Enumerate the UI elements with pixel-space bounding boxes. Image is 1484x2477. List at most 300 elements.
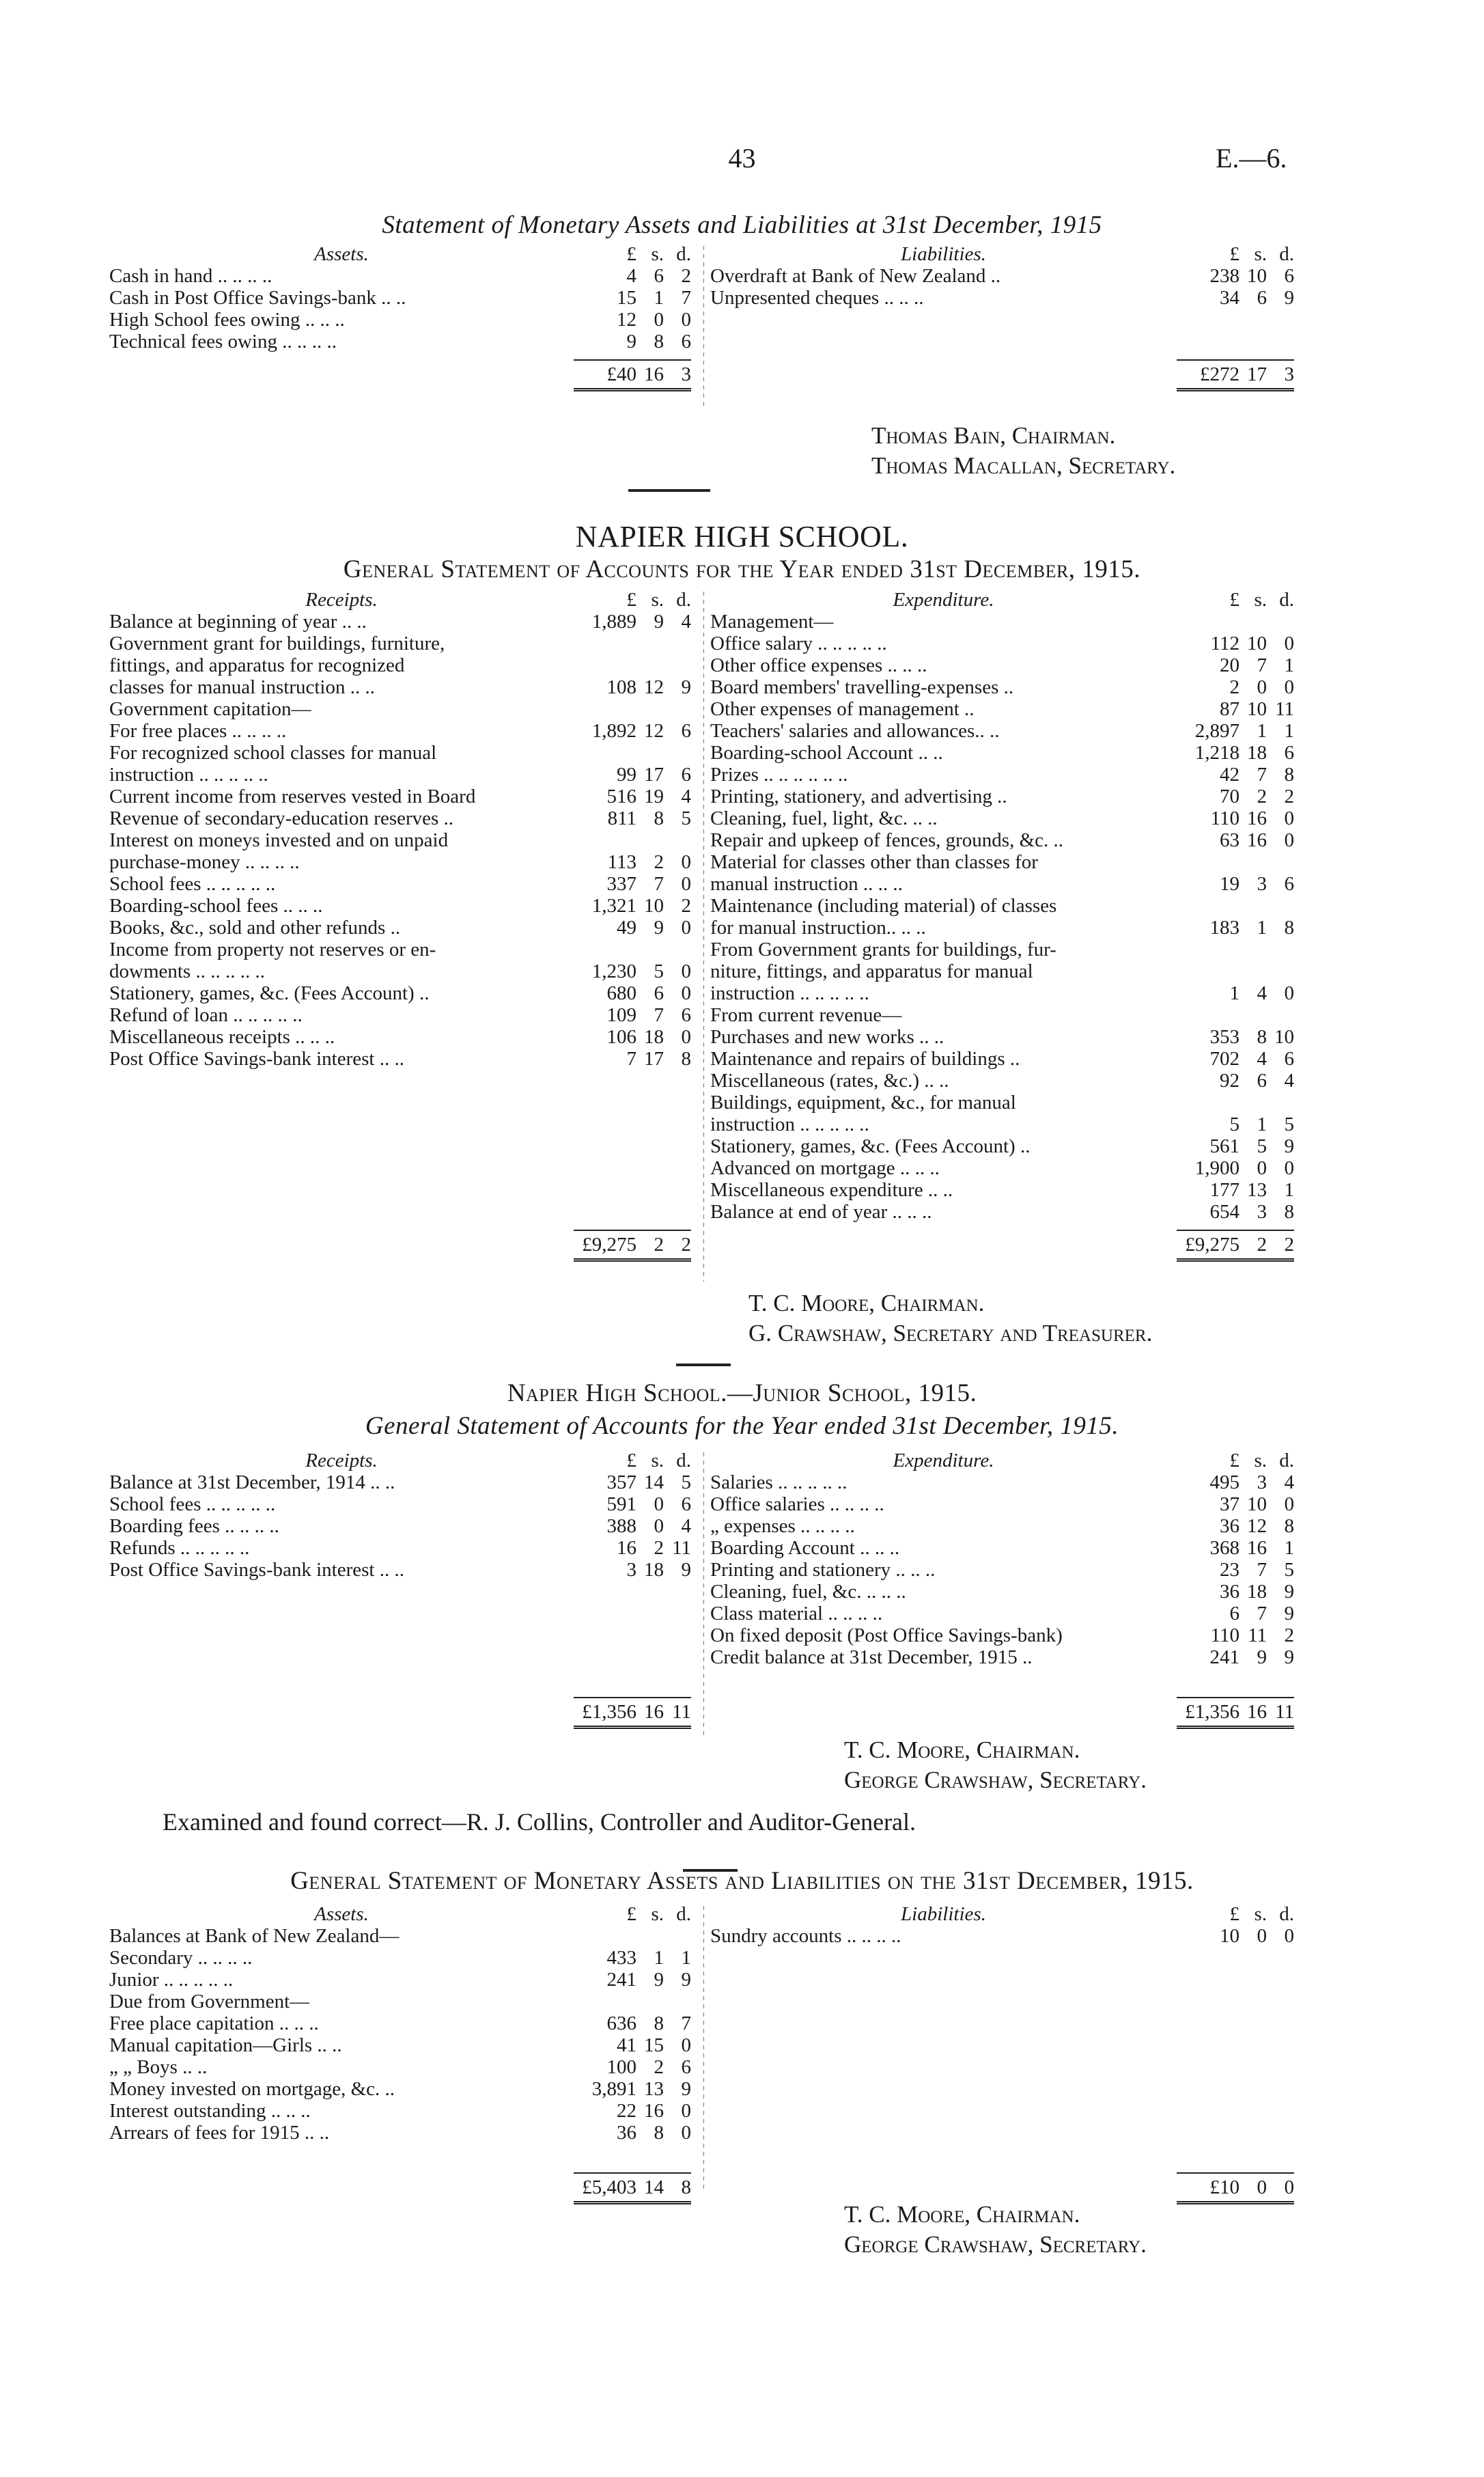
- shillings-value: 12: [644, 676, 664, 698]
- row-label: Balance at beginning of year .. ..: [109, 611, 367, 633]
- shillings-value: 16: [1247, 829, 1267, 851]
- table-row: [109, 829, 691, 851]
- blank-row: [109, 1603, 691, 1624]
- pence-value: 11: [1275, 698, 1294, 720]
- row-label: Arrears of fees for 1915 .. ..: [109, 2122, 330, 2144]
- currency-unit: £: [626, 589, 636, 611]
- row-amount: [574, 287, 691, 309]
- table-row: [109, 742, 691, 764]
- pounds-value: 1: [1229, 982, 1240, 1004]
- row-label: Cash in hand .. .. .. ..: [109, 265, 272, 287]
- shillings-value: 18: [1247, 1581, 1267, 1603]
- pence-value: 8: [681, 1048, 691, 1070]
- pence-value: 7: [681, 287, 691, 309]
- row-amount: [1177, 1048, 1294, 1070]
- row-label: purchase-money .. .. .. ..: [109, 851, 300, 873]
- row-label: Manual capitation—Girls .. ..: [109, 2034, 342, 2056]
- pounds-value: 183: [1209, 917, 1240, 939]
- shillings-value: 8: [654, 331, 664, 352]
- total-pounds: £1,356: [1185, 1701, 1240, 1723]
- row-amount: [574, 1048, 691, 1070]
- table-row: [109, 786, 691, 807]
- table-row: [109, 2034, 691, 2056]
- total-amount: [1177, 1697, 1294, 1729]
- shillings-value: 7: [1257, 1559, 1267, 1581]
- currency-unit: £: [626, 1903, 636, 1925]
- table-row: [710, 873, 1294, 895]
- pence-value: 4: [681, 786, 691, 807]
- total-shillings: 14: [644, 2176, 664, 2198]
- pounds-value: 1,218: [1194, 742, 1240, 764]
- row-amount: [1177, 1471, 1294, 1493]
- row-amount: [574, 829, 691, 851]
- row-label: Buildings, equipment, &c., for manual: [710, 1092, 1016, 1113]
- table-row: [710, 1515, 1294, 1537]
- row-label: From current revenue—: [710, 1004, 902, 1026]
- table-row: [109, 807, 691, 829]
- total-row: [109, 1697, 691, 1724]
- currency-units-header: [1177, 589, 1294, 611]
- pounds-value: 654: [1209, 1201, 1240, 1223]
- pence-value: 6: [681, 1493, 691, 1515]
- total-row: [109, 359, 691, 387]
- table-row: [710, 1603, 1294, 1624]
- total-shillings: 17: [1247, 363, 1267, 385]
- column-divider: [703, 1906, 704, 2193]
- shillings-value: 18: [644, 1559, 664, 1581]
- table-row: [710, 742, 1294, 764]
- row-amount: [574, 2100, 691, 2122]
- pounds-value: 4: [626, 265, 636, 287]
- pounds-value: 70: [1220, 786, 1240, 807]
- shillings-value: 3: [1257, 873, 1267, 895]
- row-amount: [574, 917, 691, 939]
- chairman-signature: Thomas Bain, Chairman.: [871, 422, 1116, 449]
- blank-row: [109, 1646, 691, 1668]
- blank-row: [109, 1179, 691, 1201]
- shillings-value: 3: [1257, 1201, 1267, 1223]
- row-label: Office salaries .. .. .. ..: [710, 1493, 884, 1515]
- table-row: [710, 265, 1294, 287]
- shillings-value: 2: [654, 2056, 664, 2078]
- section-divider: [628, 489, 710, 492]
- row-label: Post Office Savings-bank interest .. ..: [109, 1048, 404, 1070]
- shillings-value: 7: [1257, 1603, 1267, 1624]
- column-divider: [703, 1452, 704, 1739]
- row-label: Cash in Post Office Savings-bank .. ..: [109, 287, 406, 309]
- row-label: Material for classes other than classes for: [710, 851, 1038, 873]
- shillings-value: 13: [1247, 1179, 1267, 1201]
- table-row: [710, 287, 1294, 309]
- pence-value: 9: [1284, 1135, 1294, 1157]
- total-pence: 3: [1284, 363, 1294, 385]
- page-number: 43: [728, 143, 756, 174]
- row-amount: [574, 895, 691, 917]
- row-label: Boarding fees .. .. .. ..: [109, 1515, 279, 1537]
- pence-value: 4: [681, 1515, 691, 1537]
- total-pence: 3: [681, 363, 691, 385]
- table-row: [710, 982, 1294, 1004]
- row-amount: [1177, 873, 1294, 895]
- table-row: [109, 1493, 691, 1515]
- shillings-value: 10: [1247, 1493, 1267, 1515]
- pence-value: 6: [681, 1004, 691, 1026]
- pounds-value: 16: [617, 1537, 636, 1559]
- column-heading: Receipts.: [305, 1450, 378, 1471]
- shillings-value: 16: [1247, 1537, 1267, 1559]
- shillings-value: 7: [1257, 654, 1267, 676]
- pence-value: 9: [1284, 1581, 1294, 1603]
- table-row: [109, 960, 691, 982]
- row-label: Prizes .. .. .. .. .. ..: [710, 764, 848, 786]
- table-row: [109, 895, 691, 917]
- table-row: [109, 287, 691, 309]
- total-amount: [1177, 1230, 1294, 1262]
- pence-value: 6: [1284, 873, 1294, 895]
- row-label: Miscellaneous receipts .. .. ..: [109, 1026, 335, 1048]
- pence-value: 8: [1284, 917, 1294, 939]
- table-row: [109, 1969, 691, 1991]
- column-heading: Expenditure.: [893, 1450, 994, 1471]
- column-divider: [703, 246, 704, 406]
- section2-receipts-table: [109, 589, 691, 1257]
- total-amount: [1177, 359, 1294, 391]
- currency-unit: s.: [1254, 1903, 1267, 1925]
- shillings-value: 9: [654, 1969, 664, 1991]
- pence-value: 9: [681, 1969, 691, 1991]
- table-row: [710, 764, 1294, 786]
- table-row: [710, 939, 1294, 960]
- pounds-value: 1,892: [591, 720, 636, 742]
- row-amount: [1177, 786, 1294, 807]
- row-amount: [574, 698, 691, 720]
- currency-unit: s.: [651, 1450, 664, 1471]
- total-row: [710, 1697, 1294, 1724]
- row-amount: [1177, 265, 1294, 287]
- row-amount: [1177, 1070, 1294, 1092]
- shillings-value: 18: [1247, 742, 1267, 764]
- pounds-value: 433: [606, 1947, 636, 1969]
- table-row: [109, 1515, 691, 1537]
- chairman-signature: T. C. Moore, Chairman.: [844, 1736, 1080, 1763]
- pounds-value: 15: [617, 287, 636, 309]
- pounds-value: 177: [1209, 1179, 1240, 1201]
- total-pounds: £9,275: [1185, 1234, 1240, 1256]
- pence-value: 0: [681, 309, 691, 331]
- column-heading: Liabilities.: [901, 1903, 986, 1925]
- row-label: From Government grants for buildings, fur-: [710, 939, 1056, 960]
- table-row: [710, 1646, 1294, 1668]
- table-row: [109, 1537, 691, 1559]
- shillings-value: 8: [1257, 1026, 1267, 1048]
- blank-row: [710, 1947, 1294, 1969]
- row-label: Maintenance and repairs of buildings ..: [710, 1048, 1020, 1070]
- currency-units-header: [574, 243, 691, 265]
- table-row: [109, 1947, 691, 1969]
- row-label: instruction .. .. .. .. ..: [710, 1113, 869, 1135]
- row-amount: [1177, 698, 1294, 720]
- total-amount: [574, 2172, 691, 2204]
- table-row: [710, 1201, 1294, 1223]
- table-row: [710, 1157, 1294, 1179]
- shillings-value: 2: [654, 1537, 664, 1559]
- row-amount: [1177, 1537, 1294, 1559]
- section1-signatures: [871, 421, 1175, 481]
- table-row: [109, 2100, 691, 2122]
- row-label: instruction .. .. .. .. ..: [710, 982, 869, 1004]
- pence-value: 0: [1284, 807, 1294, 829]
- pounds-value: 7: [626, 1048, 636, 1070]
- row-label: Other office expenses .. .. ..: [710, 654, 927, 676]
- total-amount: [1177, 2172, 1294, 2204]
- shillings-value: 1: [654, 1947, 664, 1969]
- table-row: [710, 1113, 1294, 1135]
- column-heading: Liabilities.: [901, 243, 986, 265]
- pounds-value: 3: [626, 1559, 636, 1581]
- row-amount: [574, 1991, 691, 2012]
- shillings-value: 7: [1257, 764, 1267, 786]
- currency-unit: s.: [1254, 1450, 1267, 1471]
- currency-unit: £: [1229, 243, 1240, 265]
- shillings-value: 8: [654, 2122, 664, 2144]
- row-amount: [1177, 851, 1294, 873]
- pounds-value: 34: [1220, 287, 1240, 309]
- row-label: Purchases and new works .. ..: [710, 1026, 944, 1048]
- table-row: [710, 1070, 1294, 1092]
- row-label: Due from Government—: [109, 1991, 310, 2012]
- section1-liabilities-table: [710, 243, 1294, 387]
- pounds-value: 3,891: [591, 2078, 636, 2100]
- pounds-value: 353: [1209, 1026, 1240, 1048]
- currency-unit: d.: [1279, 1903, 1294, 1925]
- table-row: [710, 698, 1294, 720]
- blank-row: [710, 2100, 1294, 2122]
- shillings-value: 10: [1247, 265, 1267, 287]
- pence-value: 6: [681, 2056, 691, 2078]
- row-label: Maintenance (including material) of classes: [710, 895, 1057, 917]
- pounds-value: 5: [1229, 1113, 1240, 1135]
- blank-row: [710, 2078, 1294, 2100]
- shillings-value: 5: [654, 960, 664, 982]
- row-amount: [574, 807, 691, 829]
- row-amount: [1177, 611, 1294, 633]
- pounds-value: 109: [606, 1004, 636, 1026]
- row-label: Refunds .. .. .. .. ..: [109, 1537, 250, 1559]
- row-amount: [574, 720, 691, 742]
- row-label: Advanced on mortgage .. .. ..: [710, 1157, 940, 1179]
- table-row: [109, 917, 691, 939]
- row-label: Cleaning, fuel, &c. .. .. ..: [710, 1581, 906, 1603]
- currency-units-header: [1177, 1903, 1294, 1925]
- pounds-value: 36: [1220, 1515, 1240, 1537]
- table-row: [710, 720, 1294, 742]
- pence-value: 9: [1284, 287, 1294, 309]
- secretary-signature: G. Crawshaw, Secretary and Treasurer.: [748, 1320, 1153, 1346]
- table-row: [109, 851, 691, 873]
- column-heading: Receipts.: [305, 589, 378, 611]
- blank-row: [109, 1157, 691, 1179]
- blank-row: [710, 1969, 1294, 1991]
- pounds-value: 1,321: [591, 895, 636, 917]
- pounds-value: 811: [607, 807, 636, 829]
- row-amount: [574, 960, 691, 982]
- pounds-value: 238: [1209, 265, 1240, 287]
- row-label: Revenue of secondary-education reserves ..: [109, 807, 454, 829]
- total-pounds: £10: [1209, 2176, 1240, 2198]
- column-heading: Assets.: [314, 1903, 369, 1925]
- pence-value: 0: [681, 2100, 691, 2122]
- table-row: [109, 2122, 691, 2144]
- table-row: [710, 654, 1294, 676]
- row-label: Teachers' salaries and allowances.. ..: [710, 720, 1000, 742]
- table-row: [109, 1004, 691, 1026]
- table-row: [109, 611, 691, 633]
- section3-signatures: [844, 1735, 1147, 1795]
- table-row: [109, 698, 691, 720]
- row-label: Balance at end of year .. .. ..: [710, 1201, 932, 1223]
- currency-units-header: [1177, 243, 1294, 265]
- shillings-value: 1: [1257, 720, 1267, 742]
- currency-unit: d.: [676, 1450, 691, 1471]
- row-label: Unpresented cheques .. .. ..: [710, 287, 924, 309]
- table-row: [710, 633, 1294, 654]
- total-shillings: 2: [654, 1234, 664, 1256]
- column-header: [710, 589, 1294, 611]
- pence-value: 1: [1284, 654, 1294, 676]
- shillings-value: 18: [644, 1026, 664, 1048]
- table-row: [710, 917, 1294, 939]
- total-pence: 8: [681, 2176, 691, 2198]
- currency-unit: £: [1229, 1450, 1240, 1471]
- row-label: manual instruction .. .. ..: [710, 873, 903, 895]
- pence-value: 9: [1284, 1646, 1294, 1668]
- currency-units-header: [574, 1903, 691, 1925]
- shillings-value: 1: [1257, 1113, 1267, 1135]
- row-amount: [1177, 1201, 1294, 1223]
- pence-value: 1: [681, 1947, 691, 1969]
- blank-row: [710, 2056, 1294, 2078]
- shillings-value: 7: [654, 1004, 664, 1026]
- total-row: [710, 1230, 1294, 1257]
- section2-expenditure-table: [710, 589, 1294, 1257]
- row-amount: [574, 1947, 691, 1969]
- row-amount: [1177, 1515, 1294, 1537]
- pence-value: 6: [1284, 1048, 1294, 1070]
- row-amount: [574, 2078, 691, 2100]
- row-label: Balances at Bank of New Zealand—: [109, 1925, 400, 1947]
- section-divider: [676, 1364, 731, 1366]
- shillings-value: 19: [644, 786, 664, 807]
- blank-row: [710, 1668, 1294, 1690]
- pounds-value: 41: [617, 2034, 636, 2056]
- shillings-value: 5: [1257, 1135, 1267, 1157]
- pounds-value: 92: [1220, 1070, 1240, 1092]
- blank-row: [109, 1624, 691, 1646]
- row-label: Free place capitation .. .. ..: [109, 2012, 319, 2034]
- row-label: „ „ Boys .. ..: [109, 2056, 208, 2078]
- currency-unit: s.: [651, 243, 664, 265]
- table-row: [109, 1026, 691, 1048]
- total-amount: [574, 1230, 691, 1262]
- row-label: Sundry accounts .. .. .. ..: [710, 1925, 901, 1947]
- row-amount: [1177, 1179, 1294, 1201]
- column-header: [109, 1903, 691, 1925]
- shillings-value: 9: [654, 917, 664, 939]
- blank-row: [109, 1070, 691, 1092]
- pounds-value: 87: [1220, 698, 1240, 720]
- total-pounds: £1,356: [582, 1701, 636, 1723]
- currency-unit: d.: [1279, 1450, 1294, 1471]
- row-amount: [1177, 720, 1294, 742]
- shillings-value: 17: [644, 764, 664, 786]
- blank-row: [109, 1668, 691, 1690]
- shillings-value: 4: [1257, 982, 1267, 1004]
- pounds-value: 2: [1229, 676, 1240, 698]
- table-row: [109, 982, 691, 1004]
- currency-unit: s.: [651, 589, 664, 611]
- row-amount: [1177, 1603, 1294, 1624]
- shillings-value: 9: [654, 611, 664, 633]
- table-row: [710, 1581, 1294, 1603]
- pence-value: 6: [681, 764, 691, 786]
- pounds-value: 368: [1209, 1537, 1240, 1559]
- row-amount: [1177, 1092, 1294, 1113]
- row-label: Technical fees owing .. .. .. ..: [109, 331, 337, 352]
- column-heading: Assets.: [314, 243, 369, 265]
- row-label: Management—: [710, 611, 834, 633]
- pounds-value: 108: [606, 676, 636, 698]
- row-label: Printing, stationery, and advertising ..: [710, 786, 1007, 807]
- pence-value: 2: [1284, 786, 1294, 807]
- row-amount: [574, 676, 691, 698]
- row-label: instruction .. .. .. .. ..: [109, 764, 268, 786]
- table-row: [109, 1048, 691, 1070]
- pounds-value: 680: [606, 982, 636, 1004]
- column-header: [710, 243, 1294, 265]
- shillings-value: 13: [644, 2078, 664, 2100]
- blank-row: [710, 2144, 1294, 2165]
- table-row: [710, 895, 1294, 917]
- table-row: [710, 1092, 1294, 1113]
- currency-unit: d.: [1279, 589, 1294, 611]
- row-amount: [1177, 1925, 1294, 1947]
- pence-value: 1: [1284, 1179, 1294, 1201]
- row-amount: [574, 265, 691, 287]
- row-amount: [574, 1493, 691, 1515]
- row-label: Interest outstanding .. .. ..: [109, 2100, 311, 2122]
- section3-receipts-table: [109, 1450, 691, 1724]
- pence-value: 1: [1284, 1537, 1294, 1559]
- shillings-value: 8: [654, 807, 664, 829]
- row-label: Salaries .. .. .. .. ..: [710, 1471, 848, 1493]
- row-label: classes for manual instruction .. ..: [109, 676, 375, 698]
- pounds-value: 357: [606, 1471, 636, 1493]
- currency-unit: d.: [676, 589, 691, 611]
- row-amount: [1177, 742, 1294, 764]
- shillings-value: 14: [644, 1471, 664, 1493]
- table-row: [109, 633, 691, 654]
- row-amount: [1177, 1581, 1294, 1603]
- pounds-value: 516: [606, 786, 636, 807]
- row-amount: [574, 633, 691, 654]
- pounds-value: 241: [1209, 1646, 1240, 1668]
- row-amount: [1177, 829, 1294, 851]
- total-pence: 11: [1275, 1701, 1294, 1723]
- table-row: [109, 265, 691, 287]
- pounds-value: 20: [1220, 654, 1240, 676]
- section4-assets-table: [109, 1903, 691, 2200]
- pence-value: 8: [1284, 1201, 1294, 1223]
